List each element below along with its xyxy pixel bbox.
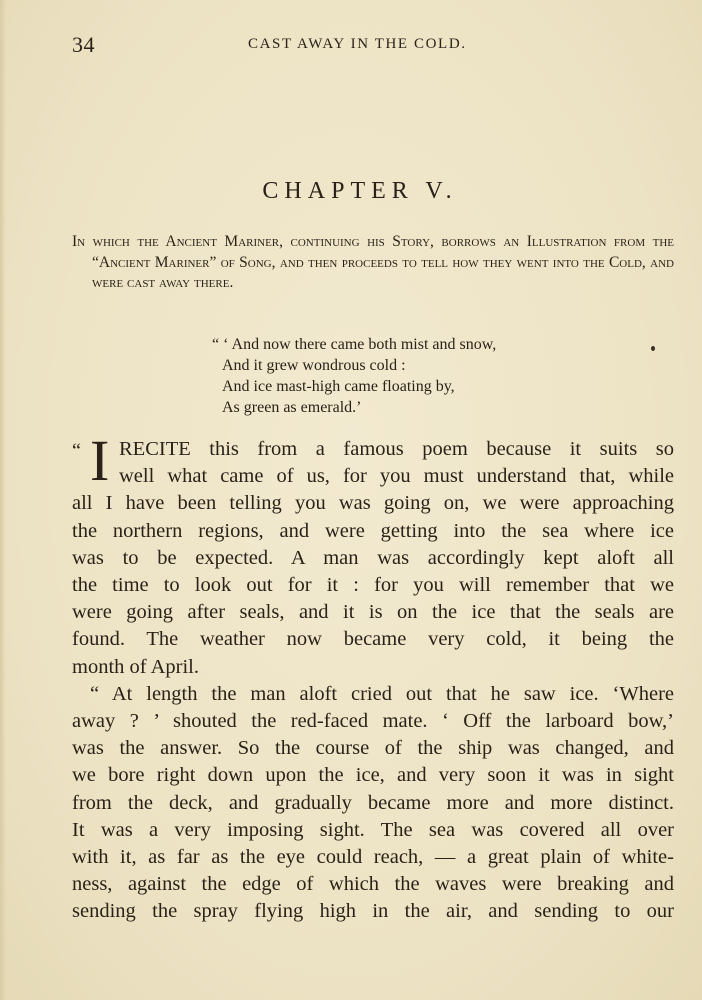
text-line: were going after seals, and it is on the ice that the seals are [72, 601, 674, 624]
text-line: away ? ’ shouted the red-faced mate. ‘ Off the larboard bow,’ [72, 710, 674, 733]
page-number: 34 [72, 32, 95, 57]
text-line: “ At length the man aloft cried out that he saw ice. ‘Where [90, 682, 674, 705]
text-line: well what came of us, for you must understand that, while [119, 465, 674, 488]
page-edge-shadow [0, 0, 6, 1000]
text-line: RECITE this from a famous poem because it suits so [119, 438, 674, 460]
running-head: CAST AWAY IN THE COLD. [248, 36, 467, 52]
drop-cap: I [90, 428, 110, 493]
chapter-synopsis: In which the Ancient Mariner, continuing his Story, borrows an Illustration from the “Ancient Mariner” of Song, and then proceeds to tell how they went into the Cold, and were cast away there. [72, 233, 674, 291]
text-line: with it, as far as the eye could reach, — a great plain of white- [72, 846, 674, 869]
ink-speck [651, 346, 655, 351]
text-line: ness, against the edge of which the waves were breaking and [72, 873, 674, 896]
text-line: was the answer. So the course of the ship was changed, and [72, 737, 674, 760]
text-line: from the deck, and gradually became more and more distinct. [72, 791, 674, 814]
text-line: we bore right down upon the ice, and very soon it was in sight [72, 764, 674, 787]
text-line: sending the spray flying high in the air, and sending to our [72, 900, 674, 923]
text-line: It was a very imposing sight. The sea was covered all over [72, 818, 674, 841]
text-line: found. The weather now became very cold, it being the [72, 628, 674, 651]
opening-quote: “ [72, 440, 81, 462]
verse-line: “ ‘ And now there came both mist and snow, [212, 336, 497, 353]
verse-line: As green as emerald.’ [222, 399, 362, 416]
text-line: the northern regions, and were getting into the sea where ice [72, 519, 674, 542]
text-line: the time to look out for it : for you will remember that we [72, 574, 674, 597]
page-header [72, 32, 674, 58]
verse-line: And it grew wondrous cold : [222, 357, 406, 374]
verse-quotation [212, 334, 572, 418]
body-text [72, 428, 674, 926]
verse-line: And ice mast-high came floating by, [222, 378, 455, 395]
text-line: month of April. [72, 655, 199, 678]
text-line: was to be expected. A man was accordingly kept aloft all [72, 546, 674, 569]
text-line: all I have been telling you was going on, we were approaching [72, 492, 674, 515]
chapter-title: CHAPTER V. [262, 178, 458, 204]
